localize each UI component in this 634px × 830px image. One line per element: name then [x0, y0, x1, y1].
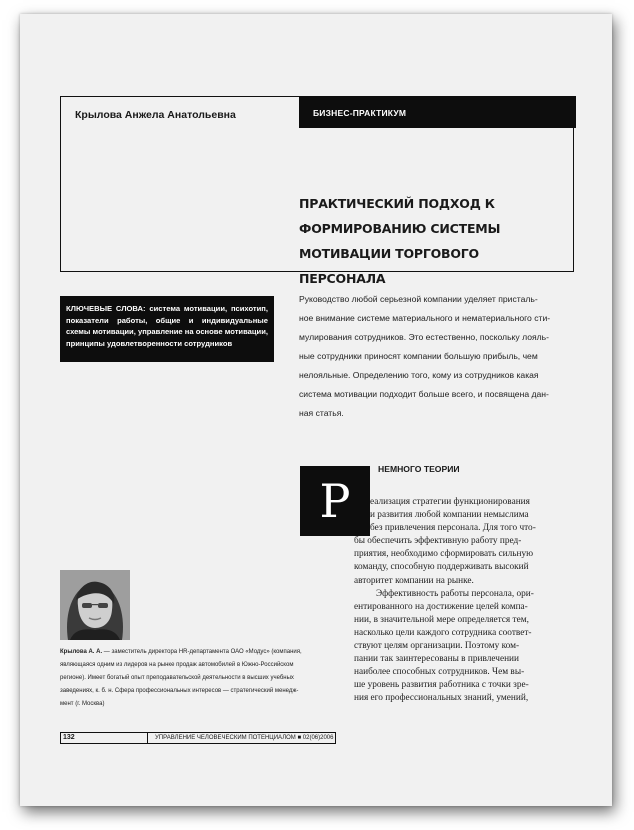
title-line: ФОРМИРОВАНИЮ СИСТЕМЫ — [299, 221, 501, 236]
lead-line: Руководство любой серьезной компании уделяет присталь- — [299, 294, 538, 304]
lead-line: нелояльные. Определению того, кому из сотрудников какая — [299, 370, 539, 380]
article-title — [299, 191, 569, 291]
bio-line: являющаяся одним из лидеров на рынке продаж автомобилей в Южно-Российском — [60, 662, 294, 668]
page-number: 132 — [63, 734, 75, 741]
body-line: ствуют целям организации. Поэтому ком- — [354, 641, 520, 652]
journal-page — [20, 14, 612, 806]
lead-line: ная статья. — [299, 408, 344, 418]
body-line: насколько цели каждого сотрудника соответ- — [354, 627, 532, 638]
lead-paragraph — [299, 290, 575, 423]
body-line: команду, способную поддерживать высокий — [354, 562, 529, 573]
body-line: без привлечения персонала. Для того что- — [370, 523, 536, 534]
author-name: Крылова Анжела Анатольевна — [75, 109, 236, 121]
lead-line: ное внимание системе материального и нематериального сти- — [299, 313, 551, 323]
body-line: нии, в значительной мере определяется тем, — [354, 614, 529, 625]
body-line: ентированного на достижение целей компа- — [354, 601, 528, 612]
body-line: и развития любой компании немыслима — [370, 510, 529, 521]
body-line: наиболее способных сотрудников. Чем вы- — [354, 667, 525, 678]
keywords-box: КЛЮЧЕВЫЕ СЛОВА: система мотивации, психотип, показатели работы, общие и индивидуальные схемы мотивации, управление на основе мотивации, принципы удовлетворенности сотрудников — [60, 296, 274, 362]
issue-number: 02(06)2006 — [302, 734, 334, 741]
bio-line: — заместитель директора HR-департамента ОАО «Модус» (компания, — [102, 649, 302, 655]
section-label: БИЗНЕС-ПРАКТИКУМ — [299, 96, 576, 128]
body-line: приятия, необходимо сформировать сильную — [354, 549, 534, 560]
bio-line: заведениях, к. б. н. Сфера профессиональных интересов — стратегический менедж- — [60, 688, 299, 694]
body-text — [354, 496, 574, 706]
page-footer — [60, 732, 336, 744]
author-portrait-image — [60, 570, 130, 640]
article-header — [60, 96, 574, 286]
title-line: МОТИВАЦИИ ТОРГОВОГО ПЕРСОНАЛА — [299, 246, 479, 286]
author-bio — [60, 646, 340, 711]
section-subheading: НЕМНОГО ТЕОРИИ — [378, 464, 460, 474]
body-line: Эффективность работы персонала, ори- — [376, 588, 534, 599]
journal-info — [155, 735, 333, 741]
lead-line: система мотивации подходит больше всего, и посвящена дан- — [299, 389, 549, 399]
journal-name: УПРАВЛЕНИЕ ЧЕЛОВЕЧЕСКИМ ПОТЕНЦИАЛОМ — [155, 734, 296, 741]
body-line: еализация стратегии функционирования — [370, 497, 530, 507]
body-line: ше уровень развития работника с точки зре- — [354, 680, 529, 691]
body-line: авторитет компании на рынке. — [354, 575, 474, 586]
lead-line: ные сотрудники приносят компании большую прибыль, чем — [299, 351, 538, 361]
square-bullet-icon: ■ — [297, 734, 302, 741]
body-line: ния его профессиональных знаний, умений, — [354, 693, 529, 704]
footer-divider — [147, 733, 148, 743]
lead-line: мулирования сотрудников. Это естественно, поскольку лояль- — [299, 332, 549, 342]
bio-line: регионе). Имеет богатый опыт преподавательской деятельности в высших учебных — [60, 675, 294, 681]
bio-name: Крылова А. А. — [60, 649, 103, 655]
body-line: бы обеспечить эффективную работу пред- — [354, 536, 522, 547]
author-photo — [60, 570, 130, 640]
title-line: ПРАКТИЧЕСКИЙ ПОДХОД К — [299, 196, 495, 211]
body-line: пании так заинтересованы в привлечении — [354, 654, 519, 665]
bio-line: мент (г. Москва) — [60, 701, 105, 707]
drop-cap: Р — [300, 466, 370, 536]
